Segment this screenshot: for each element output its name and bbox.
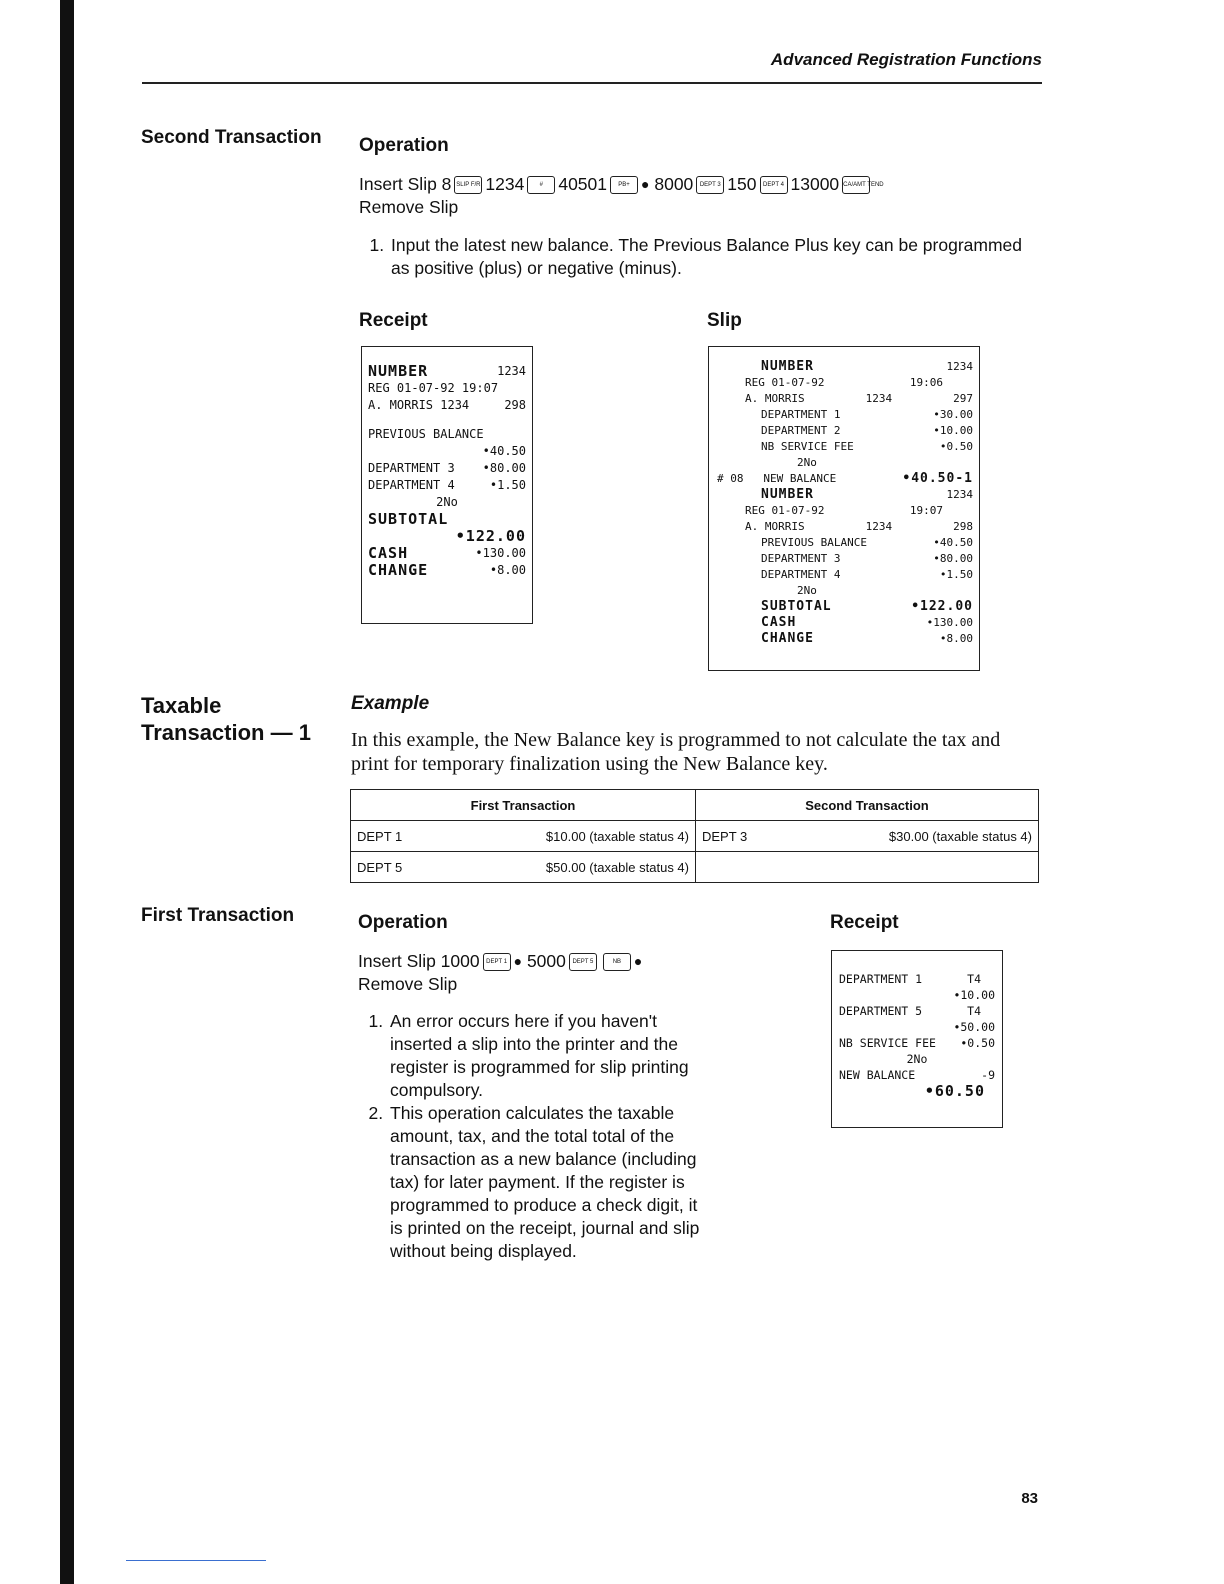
receipt-fee-label: NB SERVICE FEE — [839, 1036, 936, 1050]
receipt-change-label: CHANGE — [368, 561, 429, 579]
op-text: 1234 — [485, 174, 525, 194]
receipt-change-value: •8.00 — [489, 563, 526, 577]
table-header-first: First Transaction — [351, 790, 696, 821]
receipt-new-balance-value: •60.50 — [924, 1082, 985, 1100]
page-number: 83 — [1021, 1490, 1038, 1507]
section-title-first-transaction: First Transaction — [141, 905, 295, 926]
header-rule — [142, 82, 1042, 84]
dot-marker: ● — [513, 953, 523, 969]
slip-cash-value: •130.00 — [926, 616, 973, 629]
section-title-line: Transaction — 1 — [141, 720, 311, 745]
slip-new-balance-value: •40.50-1 — [902, 471, 973, 486]
receipt-dept5-tax: T4 — [967, 1004, 981, 1018]
slip-key[interactable]: SLIP F/R — [454, 176, 482, 194]
op-text: 8000 — [654, 174, 694, 194]
receipt-prev-balance-value: •40.50 — [482, 444, 526, 458]
receipt-heading-first: Receipt — [830, 912, 899, 933]
table-row — [351, 821, 1039, 852]
remove-slip-text: Remove Slip — [359, 197, 459, 217]
operation-heading-first: Operation — [358, 912, 448, 933]
receipt-qty: 2No — [436, 495, 458, 509]
remove-slip-text: Remove Slip — [358, 974, 458, 994]
op-text: 13000 — [790, 174, 840, 194]
slip-fee-label: NB SERVICE FEE — [761, 440, 854, 453]
receipt-dept5-label: DEPARTMENT 5 — [839, 1004, 923, 1018]
slip-number-label: NUMBER — [761, 359, 814, 374]
receipt-number-label: NUMBER — [368, 362, 429, 380]
running-header: Advanced Registration Functions — [770, 50, 1042, 69]
slip-reg-line: REG 01-07-92 — [745, 376, 825, 389]
cell-amount: $30.00 (taxable status 4) — [888, 828, 1032, 844]
cell-amount: $50.00 (taxable status 4) — [545, 859, 689, 875]
receipt-qty-first: 2No — [906, 1052, 928, 1066]
table-header-second: Second Transaction — [696, 790, 1039, 821]
slip-dept4-label: DEPARTMENT 4 — [761, 568, 841, 581]
slip-change-label: CHANGE — [761, 631, 814, 646]
number-key[interactable]: # — [527, 176, 555, 194]
section-title-line: Taxable — [141, 693, 222, 718]
slip-clerk-number-2: 1234 — [865, 520, 893, 533]
cell-dept: DEPT 1 — [357, 828, 403, 844]
note-list — [359, 234, 1039, 280]
receipt-subtotal-value: •122.00 — [455, 527, 526, 545]
footer-rule — [126, 1560, 266, 1561]
receipt-clerk: A. MORRIS 1234 — [368, 398, 470, 412]
slip-clerk-number: 1234 — [865, 392, 893, 405]
slip-cash-label: CASH — [761, 615, 797, 630]
op-text: 5000 — [526, 951, 566, 971]
receipt-dept3-label: DEPARTMENT 3 — [368, 461, 455, 475]
receipt-consecutive: 298 — [504, 398, 526, 412]
section-title-taxable-transaction — [141, 692, 311, 746]
slip-printout — [708, 346, 980, 671]
slip-qty-1: 2No — [797, 456, 817, 469]
receipt-dept4-value: •1.50 — [489, 478, 526, 492]
operation-heading: Operation — [359, 135, 449, 156]
page-spine — [60, 0, 74, 1584]
receipt-dept1-tax: T4 — [967, 972, 981, 986]
section-title-second-transaction: Second Transaction — [141, 127, 322, 148]
receipt-dept3-value: •80.00 — [482, 461, 526, 475]
op-text: 40501 — [558, 174, 608, 194]
receipt-prev-balance-label: PREVIOUS BALANCE — [368, 427, 484, 441]
transaction-table — [350, 789, 1039, 883]
slip-time: 19:06 — [909, 376, 943, 389]
receipt-dept4-label: DEPARTMENT 4 — [368, 478, 455, 492]
dot-marker: ● — [633, 953, 643, 969]
cell-amount: $10.00 (taxable status 4) — [545, 828, 689, 844]
slip-dept4-value: •1.50 — [939, 568, 973, 581]
slip-dept1-value: •30.00 — [933, 408, 973, 421]
slip-qty-2: 2No — [797, 584, 817, 597]
receipt-check-digit: -9 — [981, 1068, 995, 1082]
slip-subtotal-label: SUBTOTAL — [761, 599, 832, 614]
receipt-heading: Receipt — [359, 310, 428, 331]
receipt-subtotal-label: SUBTOTAL — [368, 510, 449, 528]
note-item: 2. This operation calculates the taxable amount, tax, and the total total of the transaction as a new balance (including tax) for later payment. If the register is programmed to produce a check digit, it is printed on the receipt, journal and slip without being displayed. — [388, 1102, 708, 1263]
slip-number-value-2: 1234 — [946, 488, 973, 501]
receipt-cash-value: •130.00 — [475, 546, 526, 560]
example-text: In this example, the New Balance key is programmed to not calculate the tax and print for temporary finalization using the New Balance key. — [351, 729, 1001, 775]
slip-new-balance-label: NEW BALANCE — [763, 472, 837, 485]
slip-check-digit: # 08 — [717, 472, 744, 485]
slip-prev-balance-label: PREVIOUS BALANCE — [761, 536, 867, 549]
receipt-printout-first — [831, 950, 1003, 1128]
receipt-dept1-label: DEPARTMENT 1 — [839, 972, 923, 986]
table-cell — [696, 821, 1039, 852]
slip-clerk: A. MORRIS — [745, 392, 805, 405]
slip-number-label-2: NUMBER — [761, 487, 814, 502]
new-balance-key[interactable]: NB — [603, 953, 631, 971]
table-row — [351, 852, 1039, 883]
previous-balance-plus-key[interactable]: PB+ — [610, 176, 638, 194]
slip-change-value: •8.00 — [939, 632, 973, 645]
table-cell — [351, 852, 696, 883]
receipt-printout — [361, 346, 533, 624]
op-text: Insert Slip 1000 — [358, 951, 480, 971]
dept-4-key[interactable]: DEPT 4 — [760, 176, 788, 194]
receipt-dept1-value: •10.00 — [953, 988, 995, 1002]
receipt-number-value: 1234 — [497, 364, 526, 378]
note-item: 1. An error occurs here if you haven't inserted a slip into the printer and the register is programmed for slip printing compulsory. — [388, 1010, 708, 1102]
example-heading: Example — [351, 693, 430, 714]
note-list-first — [358, 1010, 708, 1263]
dept-1-key[interactable]: DEPT 1 — [483, 953, 511, 971]
cash-amount-tend-key[interactable]: CA/AMT TEND — [842, 176, 870, 194]
slip-dept1-label: DEPARTMENT 1 — [761, 408, 841, 421]
cell-dept: DEPT 3 — [702, 828, 748, 844]
slip-dept2-value: •10.00 — [933, 424, 973, 437]
receipt-cash-label: CASH — [368, 544, 409, 562]
slip-time-2: 19:07 — [909, 504, 943, 517]
receipt-dept5-value: •50.00 — [953, 1020, 995, 1034]
cell-dept: DEPT 5 — [357, 859, 403, 875]
slip-clerk-2: A. MORRIS — [745, 520, 805, 533]
slip-dept3-value: •80.00 — [933, 552, 973, 565]
receipt-reg-line: REG 01-07-92 19:07 — [368, 381, 499, 395]
slip-number-value: 1234 — [946, 360, 973, 373]
dept-3-key[interactable]: DEPT 3 — [696, 176, 724, 194]
operation-sequence — [359, 173, 1049, 219]
op-text: 150 — [727, 174, 757, 194]
table-cell — [696, 852, 1039, 883]
dot-marker: ● — [641, 176, 650, 192]
op-text: Insert Slip 8 — [359, 174, 452, 194]
table-cell — [351, 821, 696, 852]
slip-reg-line-2: REG 01-07-92 — [745, 504, 825, 517]
dept-5-key[interactable]: DEPT 5 — [569, 953, 597, 971]
operation-sequence-first — [358, 950, 718, 996]
slip-subtotal-value: •122.00 — [911, 599, 973, 614]
slip-consecutive: 297 — [953, 392, 973, 405]
receipt-new-balance-label: NEW BALANCE — [839, 1068, 916, 1082]
slip-consecutive-2: 298 — [953, 520, 973, 533]
note-item: 1. Input the latest new balance. The Previous Balance Plus key can be programmed as positive (plus) or negative (minus). — [389, 234, 1039, 280]
slip-heading: Slip — [707, 310, 742, 331]
receipt-fee-value: •0.50 — [960, 1036, 995, 1050]
slip-fee-value: •0.50 — [939, 440, 973, 453]
slip-prev-balance-value: •40.50 — [933, 536, 973, 549]
slip-dept3-label: DEPARTMENT 3 — [761, 552, 841, 565]
slip-dept2-label: DEPARTMENT 2 — [761, 424, 841, 437]
